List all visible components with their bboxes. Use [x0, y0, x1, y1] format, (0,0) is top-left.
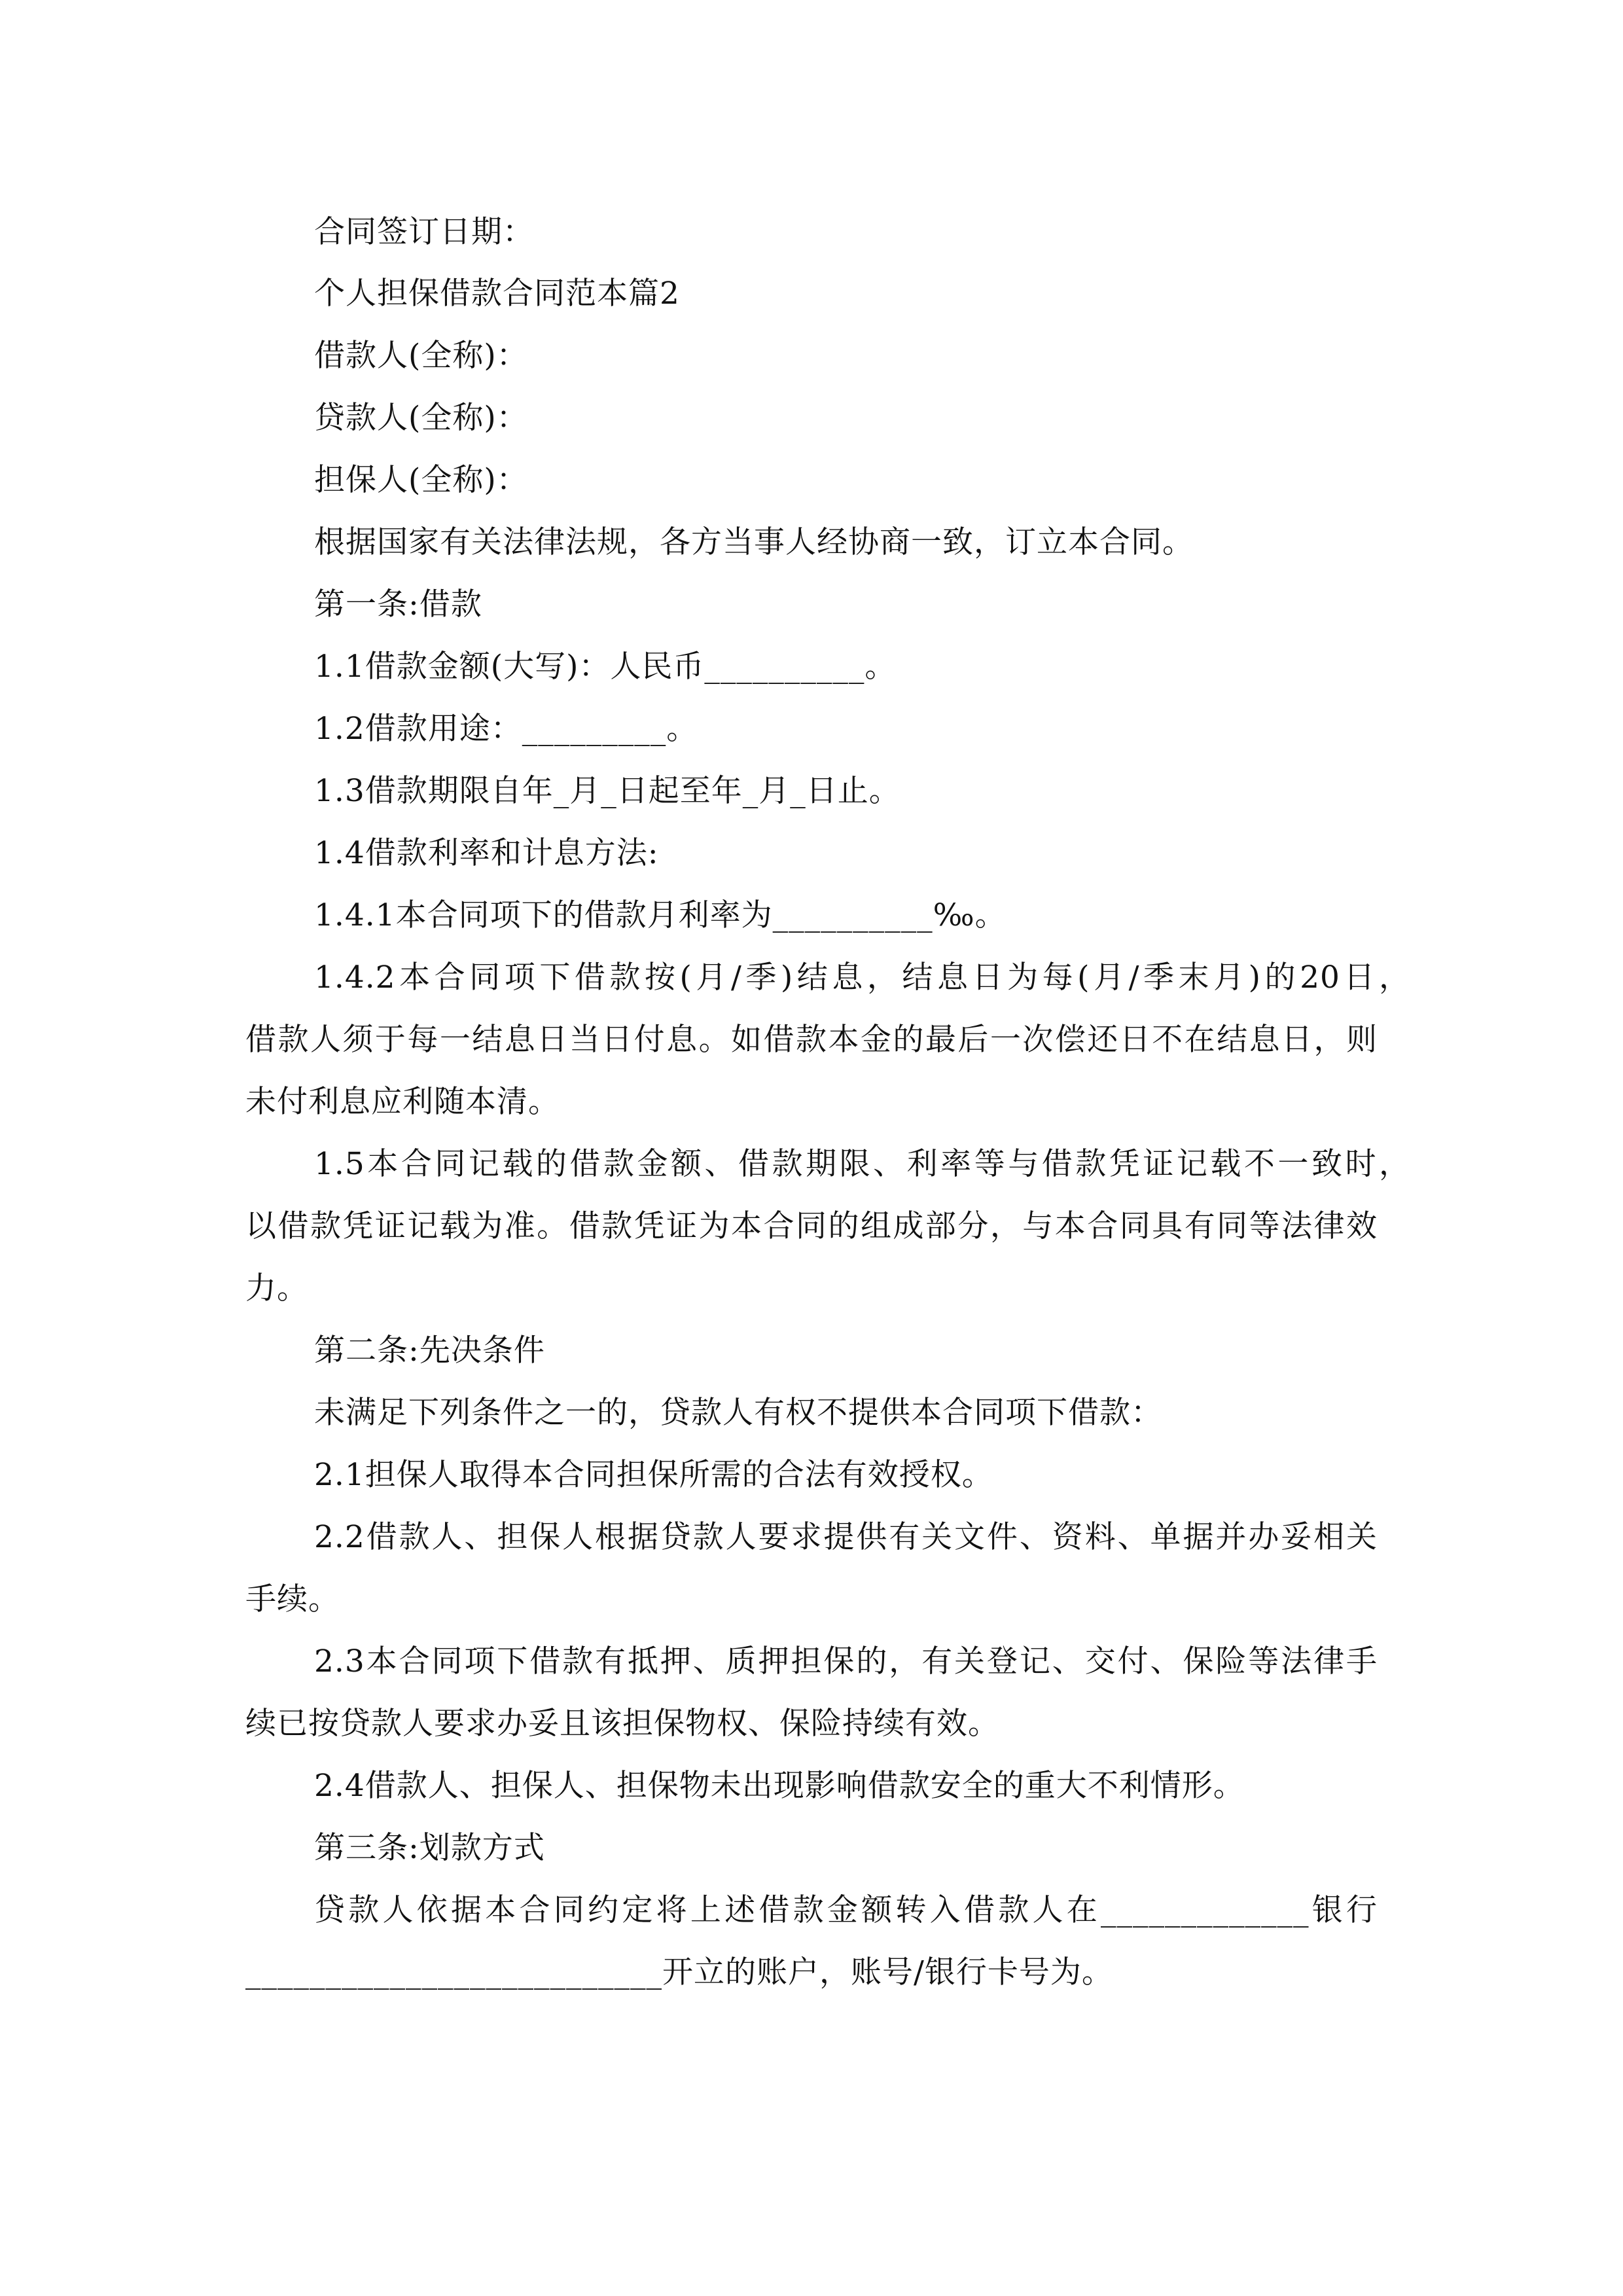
lender-name-field: 贷款人(全称)：	[314, 400, 528, 436]
clause-1-3: 1.3借款期限自年_月_日起至年_月_日止。	[314, 773, 901, 809]
guarantor-name-field: 担保人(全称)：	[314, 462, 528, 498]
article-3-heading: 第三条:划款方式	[314, 1830, 545, 1866]
article-1-heading: 第一条:借款	[314, 586, 482, 622]
clause-2-2-line-1: 2.2借款人、担保人根据贷款人要求提供有关文件、资料、单据并办妥相关	[314, 1519, 1378, 1555]
clause-2-3-line-1: 2.3本合同项下借款有抵押、质押担保的，有关登记、交付、保险等法律手	[314, 1643, 1378, 1679]
clause-1-5-line-1: 1.5本合同记载的借款金额、借款期限、利率等与借款凭证记载不一致时，	[314, 1146, 1410, 1182]
clause-2-3-line-2: 续已按贷款人要求办妥且该担保物权、保险持续有效。	[245, 1706, 999, 1742]
contract-title: 个人担保借款合同范本篇2	[314, 276, 680, 312]
preamble: 根据国家有关法律法规，各方当事人经协商一致，订立本合同。	[314, 524, 1194, 560]
clause-1-1: 1.1借款金额(大写)：人民币__________。	[314, 649, 897, 685]
clause-1-2: 1.2借款用途：_________。	[314, 711, 698, 747]
clause-1-4: 1.4借款利率和计息方法:	[314, 835, 659, 871]
clause-1-4-2-line-1: 1.4.2本合同项下借款按(月/季)结息，结息日为每(月/季末月)的20日，	[314, 960, 1410, 996]
contract-signing-date: 合同签订日期：	[314, 214, 534, 250]
article-2-intro: 未满足下列条件之一的，贷款人有权不提供本合同项下借款：	[314, 1395, 1162, 1431]
clause-1-5-line-3: 力。	[245, 1270, 308, 1306]
clause-1-5-line-2: 以借款凭证记载为准。借款凭证为本合同的组成部分，与本合同具有同等法律效	[245, 1208, 1378, 1244]
article-3-line-1: 贷款人依据本合同约定将上述借款金额转入借款人在_____________银行	[314, 1892, 1378, 1928]
clause-1-4-2-line-2: 借款人须于每一结息日当日付息。如借款本金的最后一次偿还日不在结息日，则	[245, 1022, 1378, 1058]
clause-2-1: 2.1担保人取得本合同担保所需的合法有效授权。	[314, 1457, 993, 1493]
clause-1-4-1: 1.4.1本合同项下的借款月利率为__________‰。	[314, 897, 1007, 933]
clause-2-2-line-2: 手续。	[245, 1581, 340, 1617]
article-3-line-2: __________________________开立的账户，账号/银行卡号为。	[245, 1954, 1113, 1990]
clause-1-4-2-line-3: 未付利息应利随本清。	[245, 1084, 560, 1120]
clause-2-4: 2.4借款人、担保人、担保物未出现影响借款安全的重大不利情形。	[314, 1768, 1245, 1804]
borrower-name-field: 借款人(全称)：	[314, 338, 528, 374]
article-2-heading: 第二条:先决条件	[314, 1333, 545, 1369]
